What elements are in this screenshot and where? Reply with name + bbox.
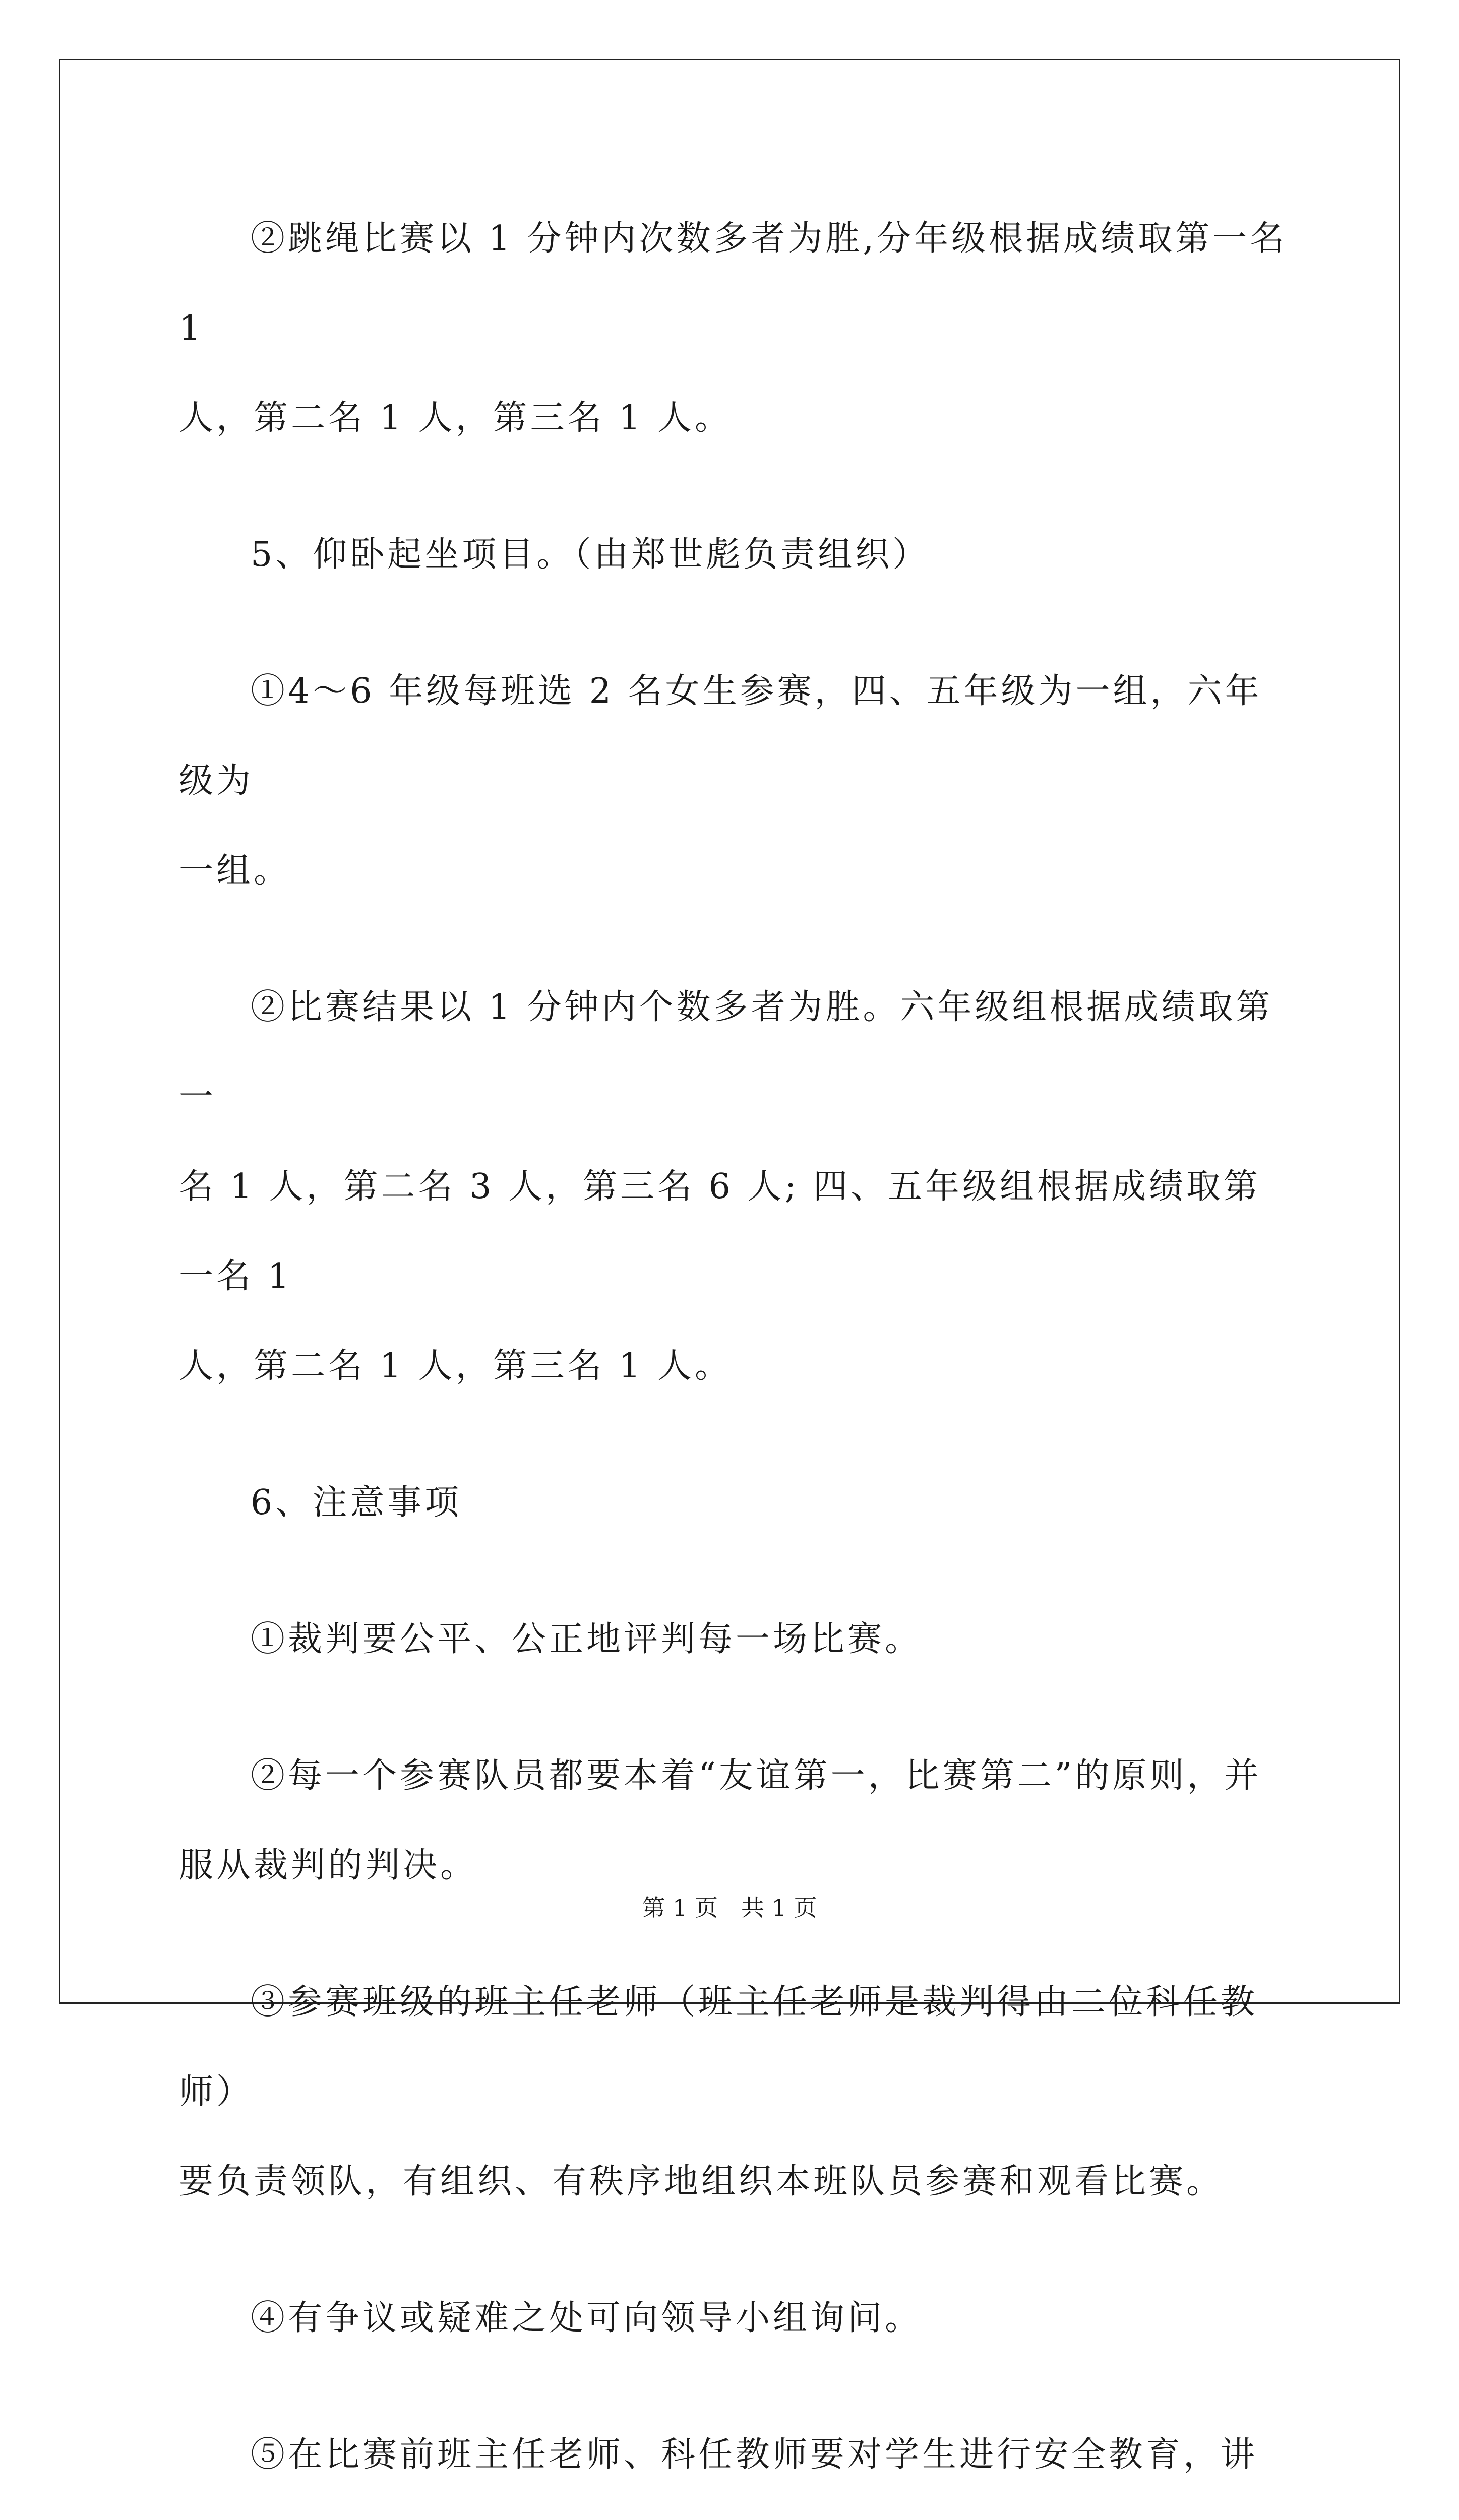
text-line: ③参赛班级的班主任老师（班主任老师是裁判得由二位科任教师） bbox=[179, 1982, 1258, 2112]
text-line: ①裁判要公平、公正地评判每一场比赛。 bbox=[251, 1619, 923, 1659]
document-body bbox=[179, 194, 1288, 2520]
paragraph-note-safety bbox=[179, 2410, 1288, 2520]
paragraph-situps-participants bbox=[179, 647, 1288, 916]
text-line: 人，第二名 1 人，第三名 1 人。 bbox=[179, 398, 732, 438]
section-heading-notes bbox=[179, 1458, 1288, 1548]
text-line: 人，第二名 1 人，第三名 1 人。 bbox=[179, 1346, 732, 1386]
paragraph-note-friendship bbox=[179, 1731, 1288, 1911]
text-line: ①4～6 年级每班选 2 名女生参赛，四、五年级为一组，六年级为 bbox=[179, 671, 1262, 801]
text-line: 名 1 人，第二名 3 人，第三名 6 人; 四、五年级组根据成绩取第一名 1 bbox=[179, 1167, 1261, 1296]
section-heading-situps bbox=[179, 510, 1288, 600]
text-line: ②每一个参赛队员都要本着“友谊第一，比赛第二”的原则，并 bbox=[251, 1756, 1262, 1796]
paragraph-note-referee bbox=[179, 1595, 1288, 1684]
text-line: 要负责领队，有组织、有秩序地组织本班队员参赛和观看比赛。 bbox=[179, 2162, 1224, 2201]
text-line: ⑤在比赛前班主任老师、科任教师要对学生进行安全教育，讲 bbox=[251, 2435, 1258, 2475]
text-line: ②比赛结果以 1 分钟内个数多者为胜。六年级组根据成绩取第一 bbox=[179, 987, 1273, 1117]
text-line: ④有争议或疑难之处可向领导小组询问。 bbox=[251, 2298, 923, 2338]
text-line: ②跳绳比赛以 1 分钟内次数多者为胜,分年级根据成绩取第一名 1 bbox=[179, 219, 1288, 348]
text-line: 一组。 bbox=[179, 851, 291, 891]
paragraph-note-disputes bbox=[179, 2274, 1288, 2363]
paragraph-note-class-teacher bbox=[179, 1958, 1288, 2227]
paragraph-rope-skipping-rules bbox=[179, 194, 1288, 463]
text-line: 5、仰卧起坐项目。（由郑世彪负责组织） bbox=[251, 535, 930, 575]
page-number-footer: 第 1 页 共 1 页 bbox=[642, 1894, 817, 1921]
paragraph-situps-results bbox=[179, 963, 1288, 1411]
text-line: 6、注意事项 bbox=[251, 1483, 462, 1523]
text-line: 服从裁判的判决。 bbox=[179, 1846, 478, 1885]
